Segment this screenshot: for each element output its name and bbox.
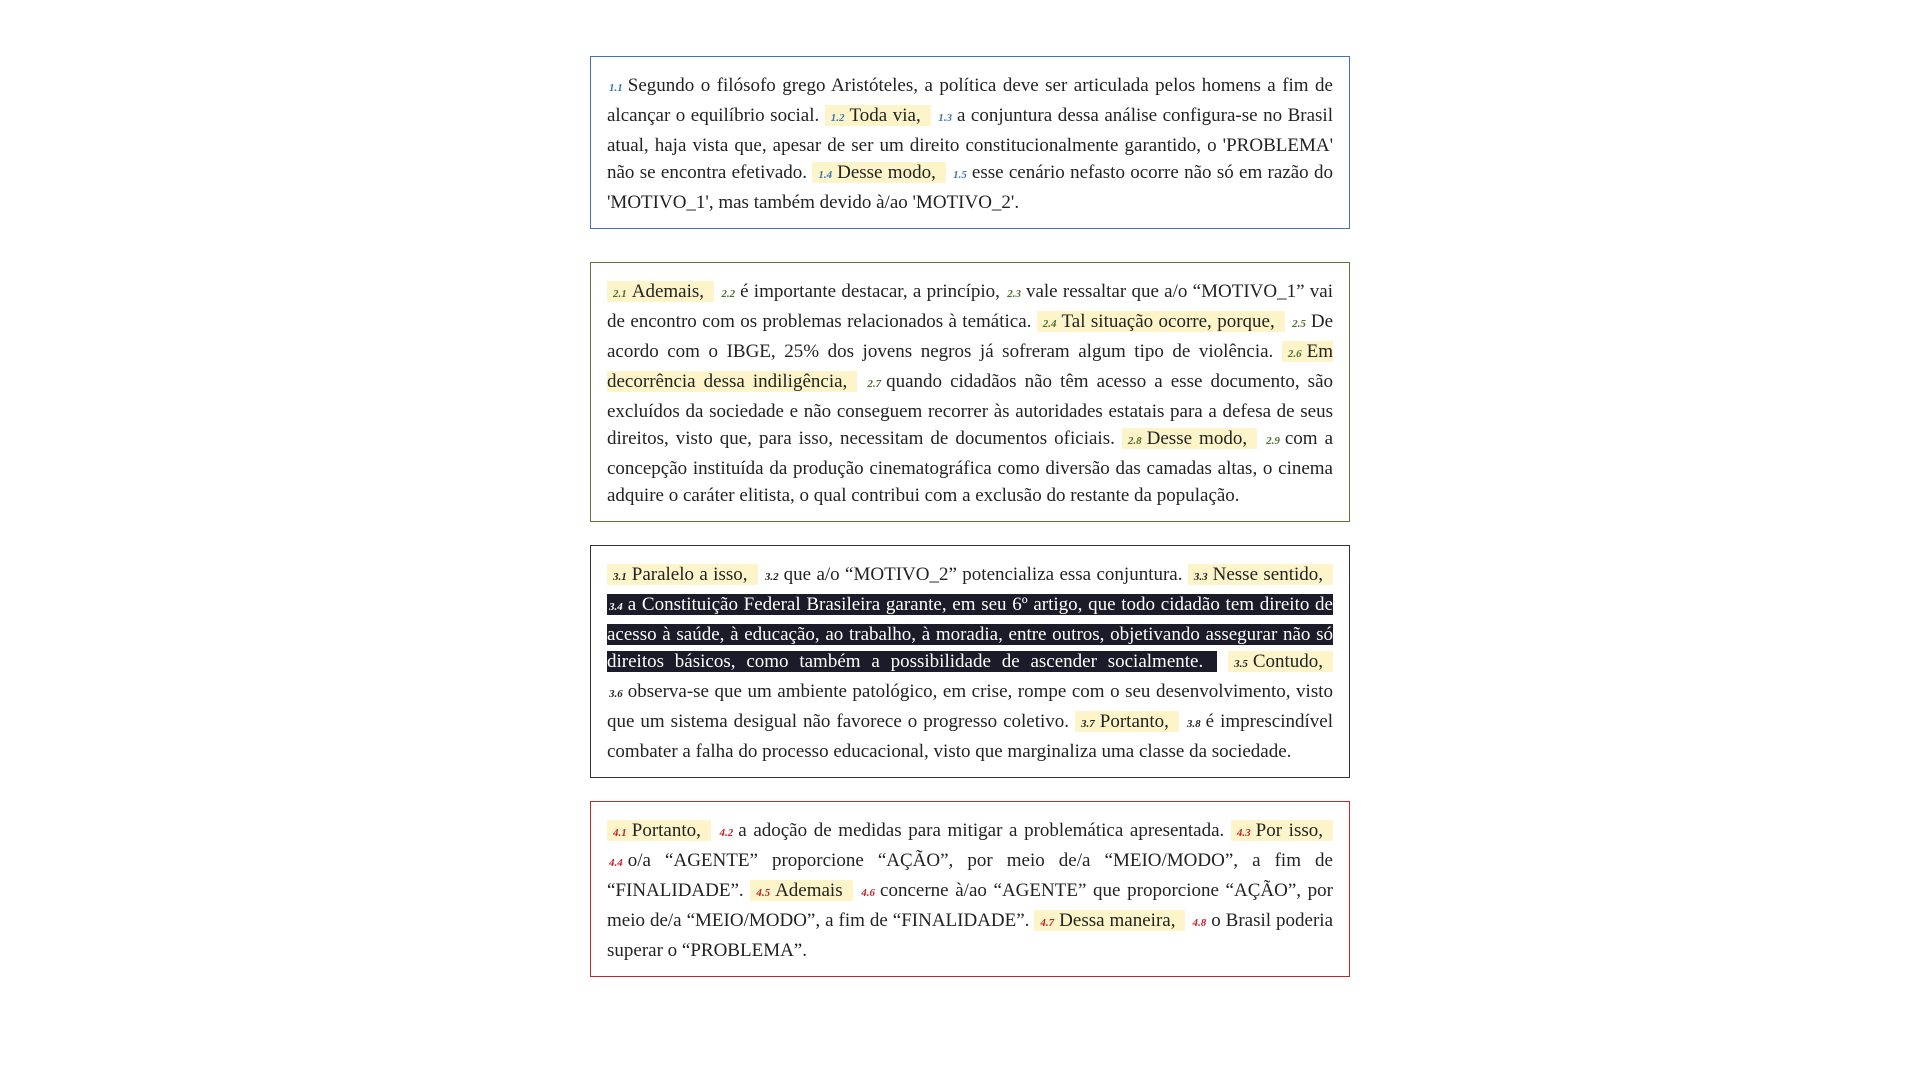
segment-text: observa-se que um ambiente patológico, em crise, rompe com o seu desenvolvimento, visto que um sistema desigual não favorece o progresso coletivo. [607, 681, 1333, 732]
segment-text: que a/o “MOTIVO_2” potencializa essa conjuntura. [783, 564, 1183, 585]
segment-text: é importante destacar, a princípio, [740, 281, 1000, 302]
connective-segment[interactable] [607, 281, 714, 302]
segment-number: 2.9 [1266, 435, 1280, 447]
paragraph-development-2[interactable] [590, 545, 1350, 778]
segment-text: Ademais, [631, 281, 705, 302]
segment-number: 3.2 [764, 571, 779, 583]
connective-segment[interactable] [812, 162, 945, 183]
connective-segment[interactable] [1037, 311, 1285, 332]
segment-number: 4.6 [861, 887, 876, 899]
segment-text: Portanto, [1099, 711, 1169, 732]
segment-text: Ademais [775, 880, 843, 901]
segment-text: Por isso, [1255, 820, 1324, 841]
segment-number: 4.8 [1192, 917, 1207, 929]
paragraph-introduction[interactable] [590, 56, 1350, 229]
segment-number: 4.4 [609, 857, 623, 869]
segment-text: Paralelo a isso, [631, 564, 748, 585]
segment-text: o/a “AGENTE” proporcione “AÇÃO”, por meio de/a “MEIO/MODO”, a fim de “FINALIDADE”. [607, 850, 1333, 901]
segment-number: 3.1 [613, 571, 627, 583]
sentence-segment[interactable] [719, 281, 1000, 302]
segment-number: 1.2 [830, 112, 845, 124]
segment-number: 3.5 [1234, 658, 1248, 670]
connective-segment[interactable] [1034, 910, 1185, 931]
segment-text: Portanto, [631, 820, 701, 841]
segment-number: 3.6 [609, 688, 623, 700]
segment-number: 3.8 [1186, 718, 1201, 730]
segment-text: Desse modo, [1146, 428, 1248, 449]
segment-number: 2.7 [867, 378, 882, 390]
segment-number: 4.2 [719, 827, 734, 839]
segment-text: é imprescindível combater a falha do processo educacional, visto que marginaliza uma classe da sociedade. [607, 711, 1333, 762]
segment-number: 4.7 [1040, 917, 1055, 929]
segment-text: com a concepção instituída da produção cinematográfica como diversão das camadas altas, o cinema adquire o caráter elitista, o qual contribui com a exclusão do restante da população. [607, 428, 1334, 506]
segment-text: Nesse sentido, [1212, 564, 1324, 585]
segment-text: a conjuntura dessa análise configura-se no Brasil atual, haja vista que, apesar de ser um direito constitucionalmente garantido, o 'PROBLEMA' não se encontra efetivado. [607, 105, 1333, 183]
segment-number: 4.5 [756, 887, 771, 899]
segment-text: concerne à/ao “AGENTE” que proporcione “AÇÃO”, por meio de/a “MEIO/MODO”, a fim de “FINALIDADE”. [607, 880, 1333, 931]
segment-text: De acordo com o IBGE, 25% dos jovens negros já sofreram algum tipo de violência. [607, 311, 1334, 362]
connective-segment[interactable] [750, 880, 852, 901]
connective-segment[interactable] [1122, 428, 1257, 449]
segment-number: 1.4 [818, 169, 833, 181]
segment-number: 3.3 [1193, 571, 1208, 583]
connective-segment[interactable] [1075, 711, 1179, 732]
segment-text: quando cidadãos não têm acesso a esse documento, são excluídos da sociedade e não conseguem recorrer às autoridades estatais para a defesa de seus direitos, visto que, para isso, necessitam de documentos oficiais. [607, 371, 1334, 449]
segment-text: Contudo, [1252, 651, 1324, 672]
segment-text: Segundo o filósofo grego Aristóteles, a política deve ser articulada pelos homens a fim de alcançar o equilíbrio social. [607, 75, 1333, 126]
sentence-segment[interactable] [718, 820, 1225, 841]
segment-text: Toda via, [849, 105, 921, 126]
segment-text: a adoção de medidas para mitigar a problemática apresentada. [738, 820, 1225, 841]
segment-number: 2.5 [1292, 318, 1306, 330]
sentence-segment[interactable] [763, 564, 1183, 585]
segment-text: esse cenário nefasto ocorre não só em razão do 'MOTIVO_1', mas também devido à/ao 'MOTIVO_2'. [607, 162, 1333, 213]
segment-text: Tal situação ocorre, porque, [1061, 311, 1275, 332]
segment-number: 4.1 [613, 827, 627, 839]
segment-number: 1.1 [609, 82, 623, 94]
segment-number: 3.7 [1081, 718, 1095, 730]
connective-segment[interactable] [607, 564, 758, 585]
segment-text: o Brasil poderia superar o “PROBLEMA”. [607, 910, 1334, 961]
connective-segment[interactable] [1228, 651, 1333, 672]
connective-segment[interactable] [1231, 820, 1333, 841]
sentence-segment[interactable] [607, 594, 1333, 672]
segment-text: vale ressaltar que a/o “MOTIVO_1” vai de encontro com os problemas relacionados à temática. [607, 281, 1334, 332]
segment-text: Dessa maneira, [1059, 910, 1176, 931]
connective-segment[interactable] [1188, 564, 1333, 585]
segment-number: 1.5 [953, 169, 967, 181]
segment-number: 2.3 [1007, 288, 1021, 300]
segment-text: a Constituição Federal Brasileira garante, em seu 6º artigo, que todo cidadão tem direito de acesso à saúde, à educação, ao trabalho, à moradia, entre outros, objetivando assegurar não só direitos básicos, como também a possibilidade de ascender socialmente. [607, 594, 1333, 672]
segment-number: 2.4 [1042, 318, 1057, 330]
segment-text: Desse modo, [837, 162, 936, 183]
segment-text: Em decorrência dessa indiligência, [607, 341, 1333, 392]
segment-number: 4.3 [1236, 827, 1251, 839]
segment-number: 1.3 [938, 112, 952, 124]
paragraph-development-1[interactable] [590, 262, 1350, 522]
segment-number: 2.6 [1287, 348, 1302, 360]
segment-number: 3.4 [609, 601, 623, 613]
segment-number: 2.1 [613, 288, 627, 300]
paragraph-conclusion[interactable] [590, 801, 1350, 977]
segment-number: 2.2 [721, 288, 736, 300]
segment-number: 2.8 [1127, 435, 1142, 447]
connective-segment[interactable] [825, 105, 931, 126]
connective-segment[interactable] [607, 820, 711, 841]
